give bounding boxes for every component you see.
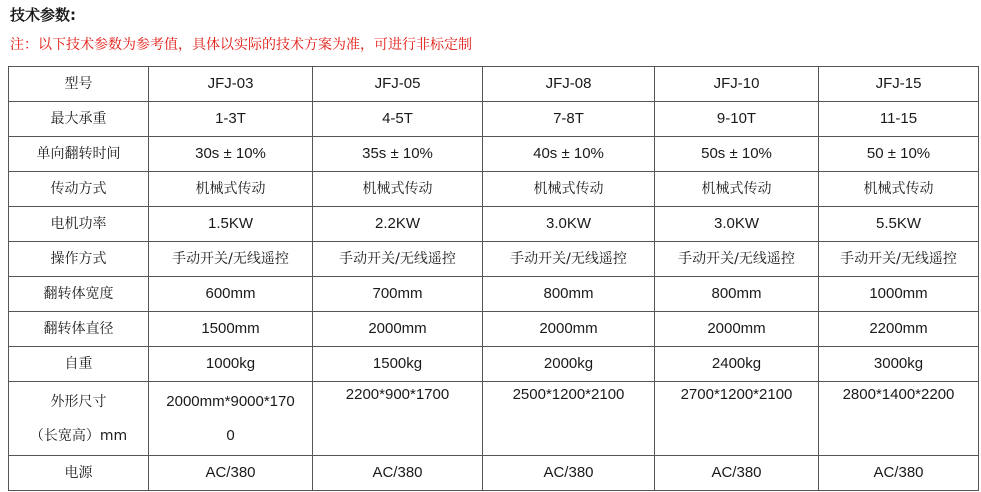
value-cell: 2700*1200*2100 <box>655 382 819 456</box>
row-label-cell: 单向翻转时间 <box>9 137 149 172</box>
table-row-dimensions <box>9 382 979 456</box>
value-cell: 3.0KW <box>655 207 819 242</box>
value-cell: 机械式传动 <box>655 172 819 207</box>
value-cell: 4-5T <box>313 102 483 137</box>
table-row <box>9 347 979 382</box>
value-cell: 2500*1200*2100 <box>483 382 655 456</box>
value-cell: 机械式传动 <box>149 172 313 207</box>
value-cell: 机械式传动 <box>313 172 483 207</box>
value-cell: 800mm <box>483 277 655 312</box>
value-cell: 40s ± 10% <box>483 137 655 172</box>
value-cell: 9-10T <box>655 102 819 137</box>
table-header-row <box>9 67 979 102</box>
value-cell: 机械式传动 <box>819 172 979 207</box>
spec-table <box>8 66 979 491</box>
table-row <box>9 312 979 347</box>
value-cell: AC/380 <box>483 456 655 491</box>
value-cell: 1-3T <box>149 102 313 137</box>
table-row <box>9 277 979 312</box>
value-cell: 手动开关/无线遥控 <box>819 242 979 277</box>
row-label-cell: 最大承重 <box>9 102 149 137</box>
value-cell: 800mm <box>655 277 819 312</box>
row-label-cell: 翻转体宽度 <box>9 277 149 312</box>
value-cell: 3000kg <box>819 347 979 382</box>
value-cell: 35s ± 10% <box>313 137 483 172</box>
table-row <box>9 137 979 172</box>
disclaimer-note: 注：以下技术参数为参考值，具体以实际的技术方案为准，可进行非标定制 <box>10 37 472 53</box>
value-cell: AC/380 <box>149 456 313 491</box>
row-label-cell: 自重 <box>9 347 149 382</box>
value-cell: 2800*1400*2200 <box>819 382 979 456</box>
value-cell: 1000kg <box>149 347 313 382</box>
value-cell: 700mm <box>313 277 483 312</box>
value-cell: 2200*900*1700 <box>313 382 483 456</box>
value-cell: 1.5KW <box>149 207 313 242</box>
table-row <box>9 207 979 242</box>
table-row-power <box>9 456 979 491</box>
value-cell: 机械式传动 <box>483 172 655 207</box>
model-cell: JFJ-03 <box>149 67 313 102</box>
value-cell: 3.0KW <box>483 207 655 242</box>
value-cell: 2400kg <box>655 347 819 382</box>
model-cell: JFJ-08 <box>483 67 655 102</box>
row-label-cell: 传动方式 <box>9 172 149 207</box>
value-cell: 2000kg <box>483 347 655 382</box>
row-label-cell: 操作方式 <box>9 242 149 277</box>
table-row <box>9 172 979 207</box>
model-cell: JFJ-10 <box>655 67 819 102</box>
value-cell: 50 ± 10% <box>819 137 979 172</box>
value-cell: 1500kg <box>313 347 483 382</box>
value-line: 0 <box>226 426 235 444</box>
header-label-cell: 型号 <box>9 67 149 102</box>
table-row <box>9 242 979 277</box>
value-cell: 手动开关/无线遥控 <box>655 242 819 277</box>
value-cell <box>149 382 313 456</box>
value-cell: 7-8T <box>483 102 655 137</box>
value-cell: 5.5KW <box>819 207 979 242</box>
model-cell: JFJ-05 <box>313 67 483 102</box>
value-cell: 600mm <box>149 277 313 312</box>
value-cell: AC/380 <box>819 456 979 491</box>
value-cell: 11-15 <box>819 102 979 137</box>
row-label-cell: 翻转体直径 <box>9 312 149 347</box>
table-row <box>9 102 979 137</box>
value-cell: 2200mm <box>819 312 979 347</box>
label-line: （长宽高）mm <box>29 427 128 444</box>
model-cell: JFJ-15 <box>819 67 979 102</box>
value-cell: 2000mm <box>483 312 655 347</box>
value-cell: 1000mm <box>819 277 979 312</box>
value-cell: 手动开关/无线遥控 <box>313 242 483 277</box>
row-label-cell: 电机功率 <box>9 207 149 242</box>
label-line: 外形尺寸 <box>50 393 107 410</box>
value-cell: 30s ± 10% <box>149 137 313 172</box>
value-cell: 2000mm <box>313 312 483 347</box>
section-heading: 技术参数: <box>10 6 76 24</box>
row-label-cell <box>9 382 149 456</box>
value-cell: 手动开关/无线遥控 <box>149 242 313 277</box>
value-cell: 1500mm <box>149 312 313 347</box>
value-cell: 50s ± 10% <box>655 137 819 172</box>
value-line: 2000mm*9000*170 <box>166 392 295 410</box>
value-cell: AC/380 <box>313 456 483 491</box>
value-cell: AC/380 <box>655 456 819 491</box>
value-cell: 2000mm <box>655 312 819 347</box>
row-label-cell: 电源 <box>9 456 149 491</box>
value-cell: 手动开关/无线遥控 <box>483 242 655 277</box>
value-cell: 2.2KW <box>313 207 483 242</box>
